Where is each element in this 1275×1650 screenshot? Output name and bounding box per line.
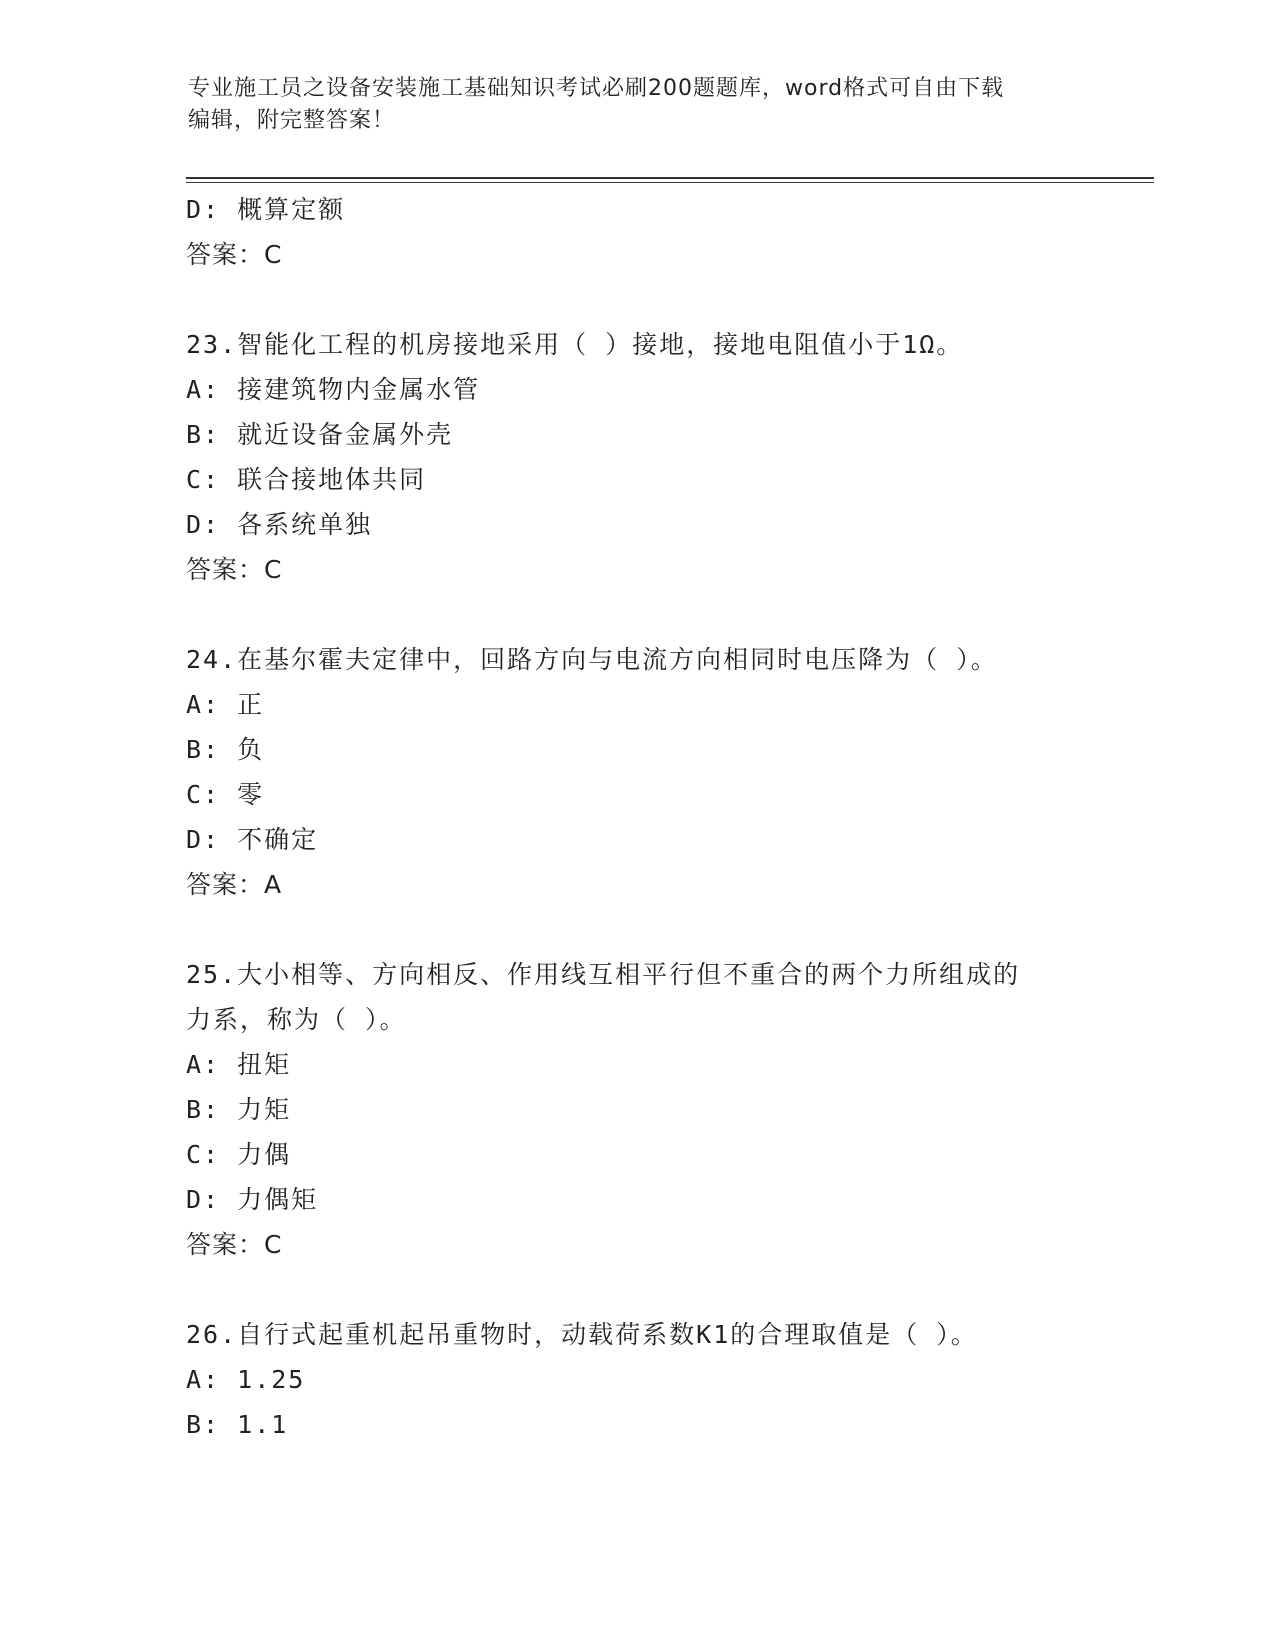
option-b: B: 1.1 xyxy=(186,1410,289,1439)
option-a: A: 扭矩 xyxy=(186,1050,292,1079)
document-header xyxy=(188,73,1088,137)
option-c: C: 零 xyxy=(186,780,265,809)
option-b: B: 就近设备金属外壳 xyxy=(186,420,454,449)
header-title-line-1: 专业施工员之设备安装施工基础知识考试必刷200题题库，word格式可自由下载 xyxy=(188,76,1005,101)
header-divider-thick xyxy=(186,177,1154,179)
question-25 xyxy=(186,952,1146,1267)
header-divider-thin xyxy=(186,182,1154,183)
option-d: D: 各系统单独 xyxy=(186,510,373,539)
option-b: B: 负 xyxy=(186,735,265,764)
section-gap xyxy=(186,1267,1146,1312)
answer-label: 答案：C xyxy=(186,555,283,584)
option-a: A: 1.25 xyxy=(186,1365,306,1394)
option-c: C: 力偶 xyxy=(186,1140,292,1169)
question-text-line-1: 25.大小相等、方向相反、作用线互相平行但不重合的两个力所组成的 xyxy=(186,960,1021,989)
question-text: 24.在基尔霍夫定律中，回路方向与电流方向相同时电压降为（ ）。 xyxy=(186,645,998,674)
option-d: D: 力偶矩 xyxy=(186,1185,319,1214)
question-23 xyxy=(186,322,1146,592)
question-text-line-2: 力系，称为（ ）。 xyxy=(186,1005,407,1034)
answer-label: 答案：C xyxy=(186,240,283,269)
question-26 xyxy=(186,1312,1146,1447)
option-a: A: 正 xyxy=(186,690,265,719)
section-gap xyxy=(186,277,1146,322)
option-b: B: 力矩 xyxy=(186,1095,292,1124)
section-gap xyxy=(186,592,1146,637)
question-list xyxy=(186,187,1146,1447)
question-text: 23.智能化工程的机房接地采用（ ）接地，接地电阻值小于1Ω。 xyxy=(186,330,964,359)
question-24 xyxy=(186,637,1146,907)
header-title-line-2: 编辑，附完整答案！ xyxy=(188,108,396,133)
answer-label: 答案：C xyxy=(186,1230,283,1259)
section-gap xyxy=(186,907,1146,952)
option-d: D: 概算定额 xyxy=(186,195,346,224)
option-a: A: 接建筑物内金属水管 xyxy=(186,375,481,404)
option-c: C: 联合接地体共同 xyxy=(186,465,427,494)
question-text: 26.自行式起重机起吊重物时，动载荷系数K1的合理取值是（ ）。 xyxy=(186,1320,978,1349)
option-d: D: 不确定 xyxy=(186,825,319,854)
previous-question-tail xyxy=(186,187,1146,277)
answer-label: 答案：A xyxy=(186,870,283,899)
